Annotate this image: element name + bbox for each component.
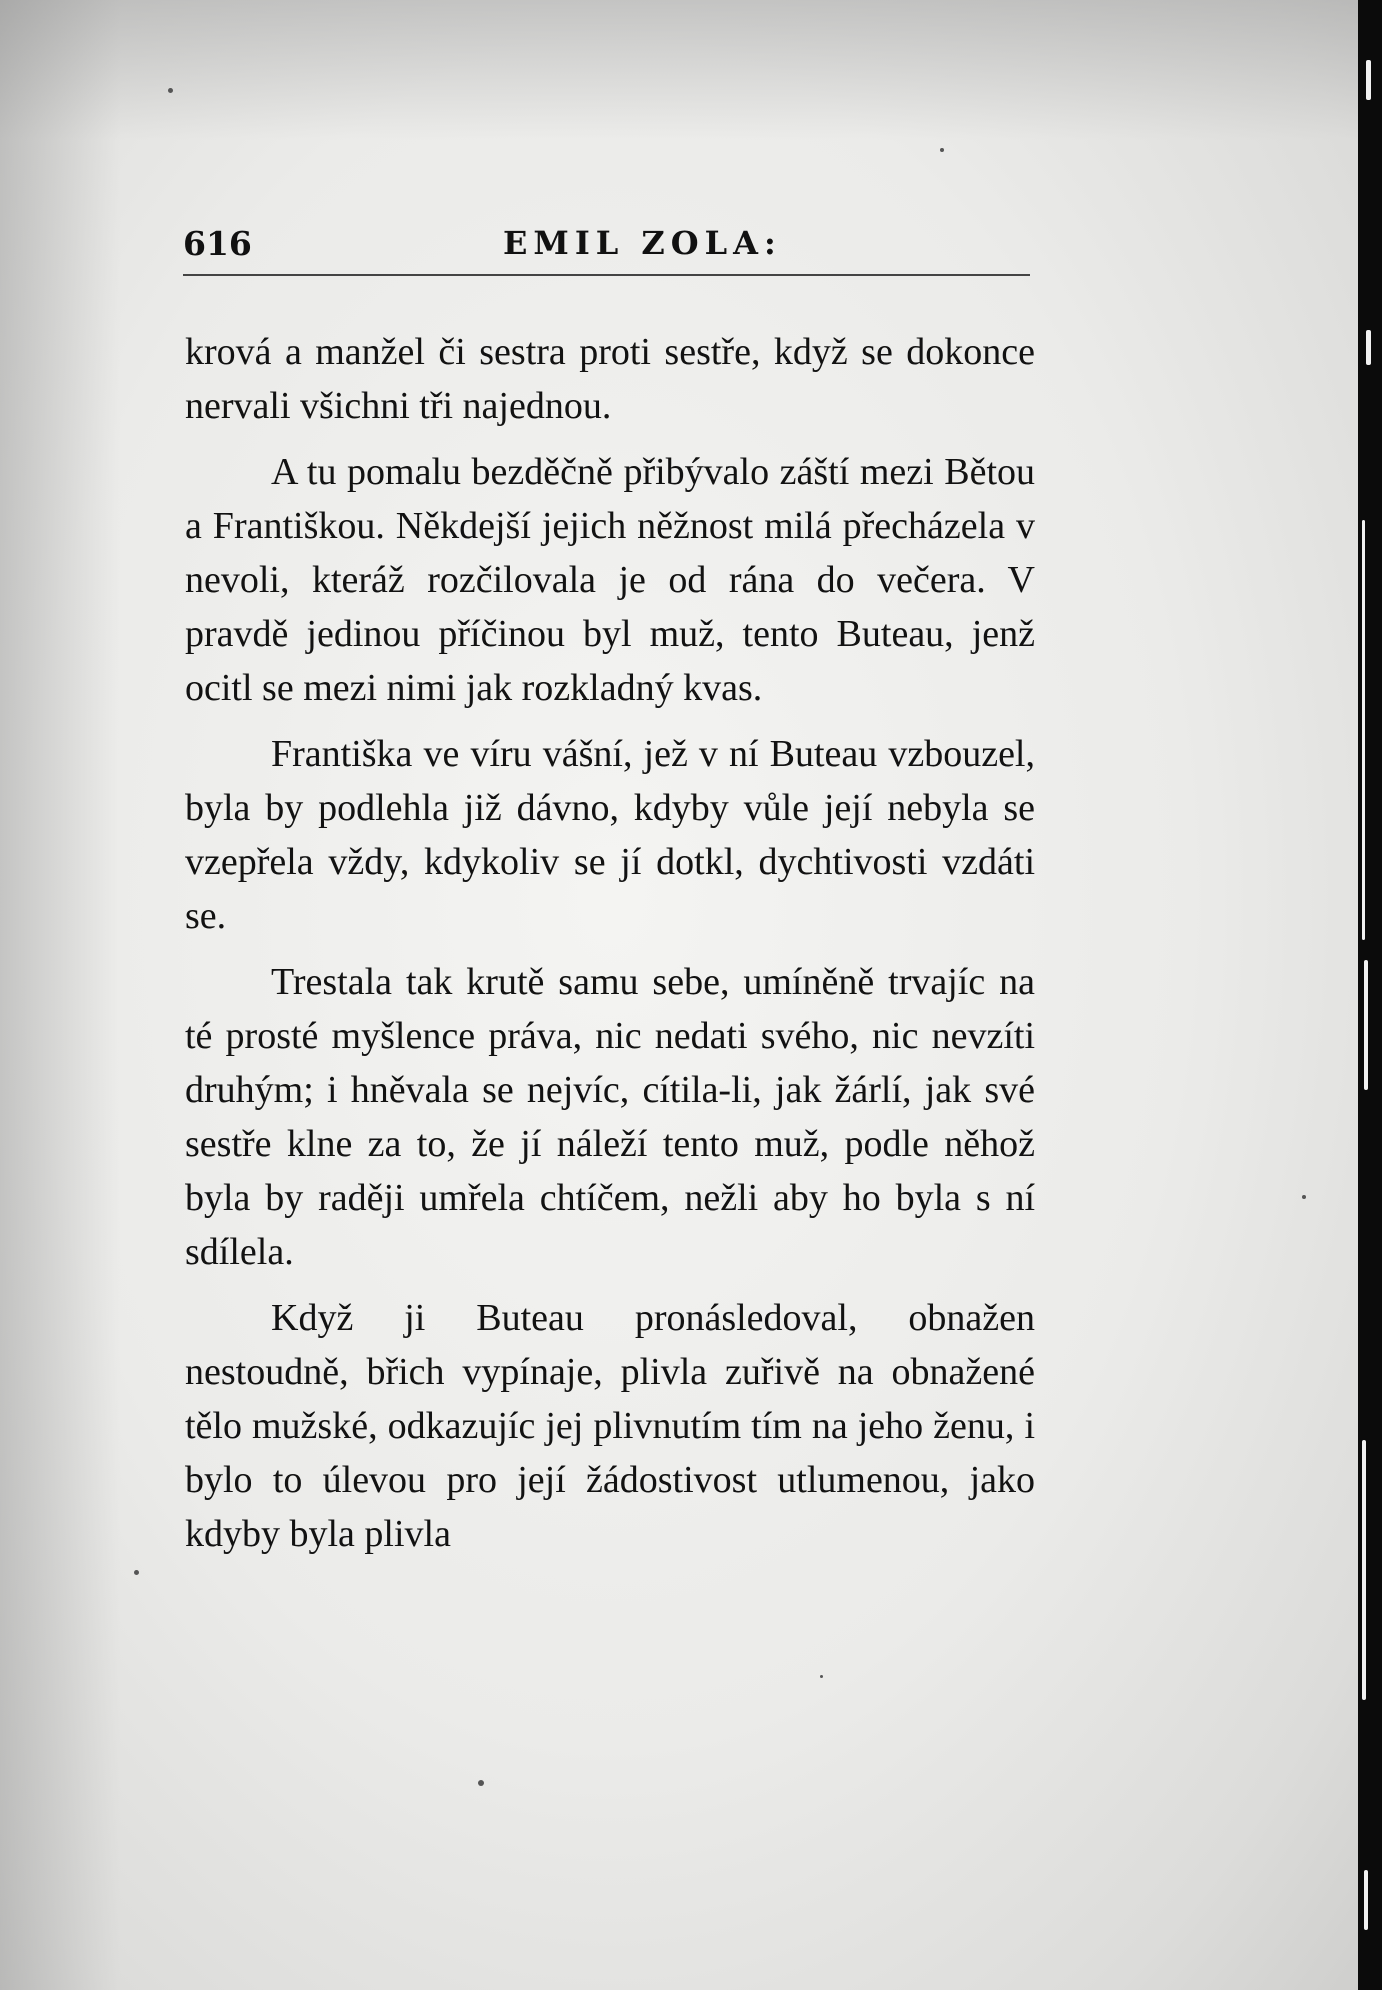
page-number: 616 [183,224,252,263]
paragraph: krová a manžel či sestra proti sestře, když se dokonce nervali všichni tři najednou. [185,331,1035,427]
page-header [183,224,1030,264]
running-title: EMIL ZOLA: [503,224,782,262]
body-text [185,325,1035,1573]
paragraph: Františka ve víru vášní, jež v ní Buteau vzbouzel, byla by podlehla již dávno, kdyby vůle její nebyla se vzepřela vždy, kdykoliv se jí dotkl, dychtivosti vzdáti se. [185,733,1035,937]
paragraph: Trestala tak krutě samu sebe, umíněně trvajíc na té prosté myšlence práva, nic nedati svého, nic nevzíti druhým; i hněvala se nejvíc, cítila-li, jak žárlí, jak své sestře klne za to, že jí náleží tento muž, podle něhož byla by raději umřela chtíčem, nežli aby ho byla s ní sdílela. [185,961,1035,1273]
scan-edge [1358,0,1382,1990]
paragraph: A tu pomalu bezděčně přibývalo záští mezi Bětou a Františkou. Někdejší jejich něžnost milá přecházela v nevoli, kteráž rozčilovala je od rána do večera. V pravdě jedinou příčinou byl muž, tento Buteau, jenž ocitl se mezi nimi jak rozkladný kvas. [185,451,1035,709]
header-rule [183,274,1030,276]
paragraph: Když ji Buteau pronásledoval, obnažen nestoudně, břich vypínaje, plivla zuřivě na obnažené tělo mužské, odkazujíc jej plivnutím tím na jeho ženu, i bylo to úlevou pro její žádostivost utlumenou, jako kdyby byla plivla [185,1297,1035,1555]
